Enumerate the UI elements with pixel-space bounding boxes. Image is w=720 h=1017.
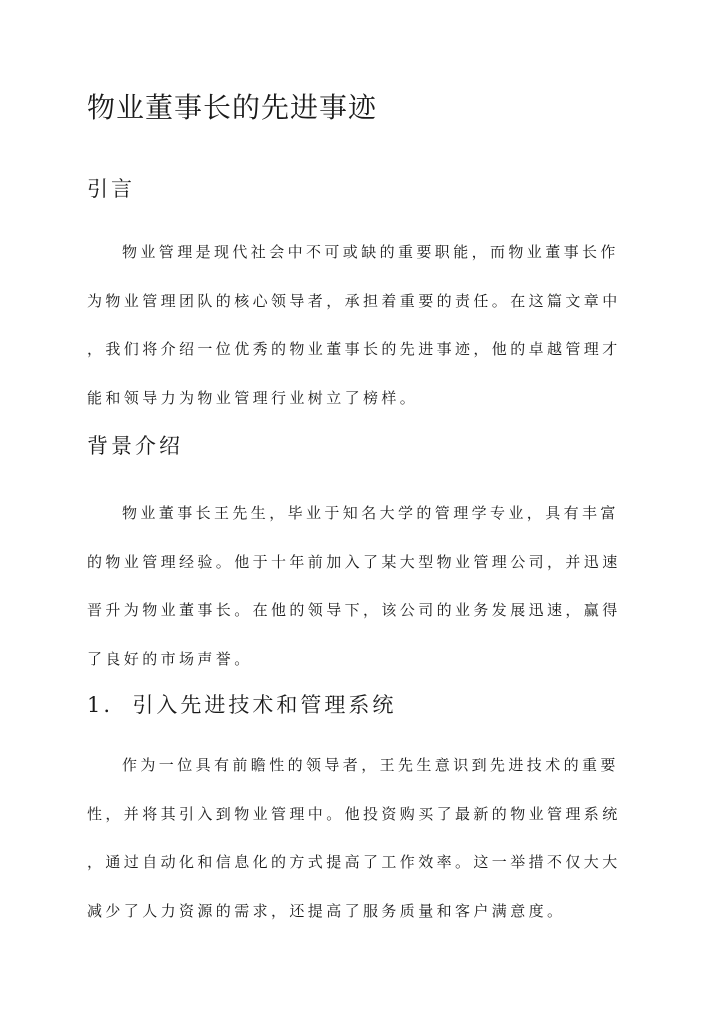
document-title: 物业董事长的先进事迹 — [87, 91, 378, 124]
paragraph-line: 能和领导力为物业管理行业树立了榜样。 — [87, 388, 419, 407]
paragraph-line: 为物业管理团队的核心领导者，承担着重要的责任。在这篇文章中 — [87, 291, 621, 310]
paragraph-line: ，我们将介绍一位优秀的物业董事长的先进事迹，他的卓越管理才 — [87, 340, 621, 358]
paragraph-line: ，通过自动化和信息化的方式提高了工作效率。这一举措不仅大大 — [87, 853, 621, 871]
paragraph-line: 性，并将其引入到物业管理中。他投资购买了最新的物业管理系统 — [87, 804, 621, 823]
paragraph-background — [87, 489, 632, 683]
paragraph-line: 了良好的市场声誉。 — [87, 649, 253, 668]
paragraph-line: 物业董事长王先生，毕业于知名大学的管理学专业，具有丰富 — [122, 504, 619, 522]
paragraph-line: 的物业管理经验。他于十年前加入了某大型物业管理公司，并迅速 — [87, 552, 621, 571]
section-heading-technology: 1. 引入先进技术和管理系统 — [87, 693, 397, 717]
paragraph-intro — [87, 228, 632, 422]
paragraph-technology — [87, 741, 632, 935]
paragraph-line: 减少了人力资源的需求，还提高了服务质量和客户满意度。 — [87, 901, 566, 920]
paragraph-line: 晋升为物业董事长。在他的领导下，该公司的业务发展迅速，赢得 — [87, 601, 621, 619]
section-heading-intro: 引言 — [87, 177, 135, 201]
section-heading-background: 背景介绍 — [87, 434, 183, 458]
paragraph-line: 物业管理是现代社会中不可或缺的重要职能，而物业董事长作 — [122, 243, 619, 261]
paragraph-line: 作为一位具有前瞻性的领导者，王先生意识到先进技术的重要 — [122, 756, 619, 774]
